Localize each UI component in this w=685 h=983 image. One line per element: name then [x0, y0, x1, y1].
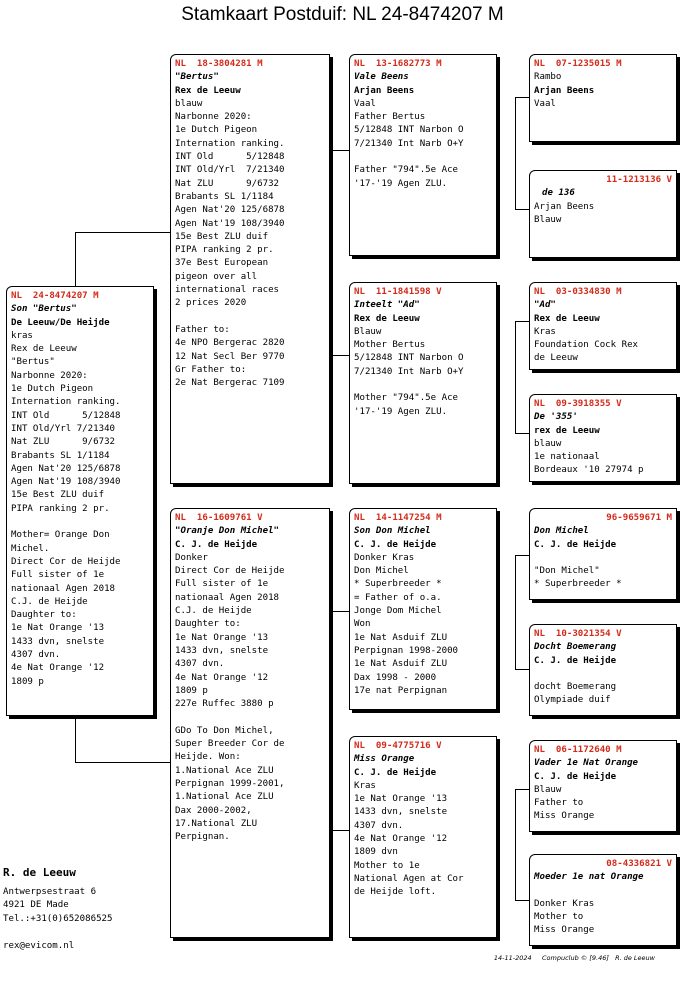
note-line: 37e Best European: [175, 258, 269, 269]
note-line: 17.National ZLU: [175, 818, 258, 829]
connector-line: [515, 97, 516, 209]
ring-number: NL 03-0334830 M: [534, 287, 622, 297]
note-line: Don Michel: [354, 566, 409, 577]
note-line: 4e Nat Orange '12: [11, 663, 105, 674]
pigeon-card-mother[interactable]: [170, 508, 330, 938]
note-line: 12 Nat Secl Ber 9770: [175, 351, 285, 362]
note-line: Rex de Leeuw: [11, 344, 77, 355]
note-line: Perpignan 1999-2001,: [175, 778, 285, 789]
note-line: Vaal: [354, 98, 376, 109]
note-line: 227e Ruffec 3880 p: [175, 699, 274, 710]
note-line: nationaal Agen 2018: [11, 583, 116, 594]
ring-number: NL 18-3804281 M: [175, 59, 263, 69]
connector-line: [515, 789, 529, 790]
note-line: international races: [175, 285, 280, 296]
note-line: 1e Nat Orange '13: [175, 632, 269, 643]
note-line: Mother to 1e: [354, 860, 420, 871]
breeder-name: Arjan Beens: [354, 85, 415, 96]
note-line: 1433 dvn, snelste: [11, 636, 105, 647]
phone-line: Tel.:+31(0)652086525: [3, 913, 113, 924]
note-line: [11, 516, 149, 529]
note-line: "Don Michel": [534, 566, 600, 577]
pigeon-notes: [534, 552, 672, 592]
note-line: Bordeaux '10 27974 p: [534, 465, 644, 476]
note-line: Perpignan.: [175, 832, 230, 843]
note-line: 1e Nat Orange '13: [354, 794, 448, 805]
connector-line: [515, 321, 516, 433]
note-line: Mother "794".5e Ace: [354, 393, 459, 404]
note-line: 1.National Ace ZLU: [175, 792, 274, 803]
note-line: 1e Dutch Pigeon: [175, 125, 258, 136]
note-line: Miss Orange: [534, 925, 595, 936]
note-line: Agen Nat'19 108/3940: [11, 477, 121, 488]
note-line: Internation ranking.: [11, 397, 121, 408]
note-line: Vaal: [534, 98, 556, 109]
note-line: C.J. de Heijde: [11, 596, 88, 607]
note-line: 4e NPO Bergerac 2820: [175, 338, 285, 349]
pigeon-card-mmf[interactable]: [529, 740, 677, 832]
note-line: 4e Nat Orange '12: [354, 834, 448, 845]
note-line: Agen Nat'19 108/3940: [175, 218, 285, 229]
breeder-name: Rex de Leeuw: [175, 85, 241, 96]
note-line: Internation ranking.: [175, 138, 285, 149]
pigeon-card-ffm[interactable]: [529, 170, 677, 258]
note-line: 2e Nat Bergerac 7109: [175, 378, 285, 389]
note-line: 1e nationaal: [534, 452, 600, 463]
note-line: Foundation Cock Rex: [534, 340, 639, 351]
pigeon-notes: [534, 438, 672, 478]
note-line: Blauw: [534, 784, 562, 795]
pigeon-notes: [534, 784, 672, 824]
note-line: C.J. de Heijde: [175, 606, 252, 617]
note-line: 2 prices 2020: [175, 298, 247, 309]
note-line: Brabants SL 1/1184: [175, 191, 274, 202]
note-line: Father Bertus: [354, 112, 426, 123]
page-title: Stamkaart Postduif: NL 24-8474207 M: [181, 4, 504, 25]
note-line: Agen Nat'20 125/6878: [11, 463, 121, 474]
connector-line: [332, 611, 349, 612]
owner-name: R. de Leeuw: [3, 866, 76, 879]
connector-line: [75, 232, 170, 233]
pigeon-card-mff[interactable]: [529, 508, 677, 600]
pigeon-name: "Ad": [534, 300, 556, 311]
connector-line: [515, 555, 529, 556]
breeder-name: C. J. de Heijde: [354, 539, 437, 550]
note-line: "Bertus": [11, 357, 55, 368]
ring-number: NL 06-1172640 M: [534, 745, 622, 755]
note-line: 1e Dutch Pigeon: [11, 384, 94, 395]
note-line: '17-'19 Agen ZLU.: [354, 406, 448, 417]
note-line: pigeon over all: [175, 271, 258, 282]
ring-number: NL 07-1235015 M: [534, 59, 622, 69]
ring-number: NL 09-4775716 V: [354, 741, 442, 751]
ring-number: 08-4336821 V: [606, 859, 672, 869]
ring-number: NL 13-1682773 M: [354, 59, 442, 69]
note-line: docht Boemerang: [534, 682, 617, 693]
pigeon-card-ff[interactable]: [349, 54, 497, 256]
connector-line: [332, 150, 349, 151]
connector-line: [332, 150, 333, 355]
note-line: Donker Kras: [354, 552, 415, 563]
note-line: Donker: [175, 552, 208, 563]
note-line: Direct Cor de Heijde: [175, 566, 285, 577]
pigeon-name: Inteelt "Ad": [354, 300, 420, 311]
breeder-name: C. J. de Heijde: [534, 655, 617, 666]
breeder-name: Rex de Leeuw: [354, 313, 420, 324]
ring-number: NL 16-1609761 V: [175, 513, 263, 523]
pigeon-name: Vader 1e Nat Orange: [534, 758, 639, 769]
connector-line: [515, 669, 529, 670]
note-line: * Superbreeder *: [354, 579, 442, 590]
connector-line: [515, 555, 516, 669]
pigeon-name: Docht Boemerang: [534, 642, 617, 653]
pigeon-notes: [354, 326, 492, 419]
note-line: National Agen at Cor: [354, 873, 464, 884]
pigeon-notes: [11, 330, 149, 689]
pigeon-card-fm[interactable]: [349, 282, 497, 484]
note-line: '17-'19 Agen ZLU.: [354, 178, 448, 189]
connector-line: [332, 355, 349, 356]
note-line: kras: [11, 330, 33, 341]
note-line: [175, 711, 325, 724]
breeder-name: Arjan Beens: [534, 85, 595, 96]
pigeon-card-mfm[interactable]: [529, 624, 677, 716]
connector-line: [332, 830, 349, 831]
pigeon-notes: [534, 668, 672, 708]
pigeon-notes: [354, 98, 492, 191]
note-line: [354, 151, 492, 164]
note-line: Won: [354, 619, 371, 630]
note-line: Direct Cor de Heijde: [11, 556, 121, 567]
pigeon-name: Moeder 1e nat Orange: [534, 872, 644, 883]
connector-line: [515, 209, 529, 210]
note-line: Miss Orange: [534, 811, 595, 822]
note-line: Perpignan 1998-2000: [354, 645, 459, 656]
connector-line: [515, 900, 529, 901]
note-line: 1433 dvn, snelste: [354, 807, 448, 818]
pigeon-name: "Oranje Don Michel": [175, 526, 280, 537]
note-line: 1e Nat Orange '13: [11, 623, 105, 634]
note-line: Father "794".5e Ace: [354, 165, 459, 176]
pigeon-name: Son "Bertus": [11, 304, 77, 315]
ring-number: 96-9659671 M: [606, 513, 672, 523]
breeder-name: rex de Leeuw: [534, 425, 600, 436]
note-line: Brabants SL 1/1184: [11, 450, 110, 461]
breeder-name: De Leeuw/De Heijde: [11, 317, 110, 328]
pigeon-card-fmf[interactable]: [529, 282, 677, 370]
note-line: Kras: [354, 780, 376, 791]
note-line: 7/21340 Int Narb O+Y: [354, 138, 464, 149]
note-line: blauw: [175, 98, 203, 109]
pigeon-name: Vale Beens: [354, 72, 409, 83]
note-line: INT Old/Yrl 7/21340: [11, 423, 116, 434]
pigeon-notes: [175, 552, 325, 845]
breeder-name: C. J. de Heijde: [175, 539, 258, 550]
note-line: = Father of o.a.: [354, 592, 442, 603]
pigeon-notes: [534, 885, 672, 938]
breeder-name: C. J. de Heijde: [354, 767, 437, 778]
note-line: Dax 1998 - 2000: [354, 672, 437, 683]
pigeon-card-mmm[interactable]: [529, 854, 677, 946]
note-line: Narbonne 2020:: [175, 112, 252, 123]
pigeon-notes: [534, 326, 672, 366]
note-line: Dax 2000-2002,: [175, 805, 252, 816]
note-line: [354, 379, 492, 392]
note-line: Nat ZLU 9/6732: [175, 178, 280, 189]
note-line: Blauw: [534, 214, 562, 225]
pigeon-notes: [354, 552, 492, 698]
pigeon-name: Don Michel: [534, 526, 589, 537]
pigeon-card-mm[interactable]: [349, 736, 497, 938]
note-line: Michel.: [11, 543, 50, 554]
note-line: Mother= Orange Don: [11, 530, 110, 541]
note-line: Super Breeder Cor de: [175, 739, 285, 750]
connector-line: [75, 716, 76, 762]
note-line: 1433 dvn, snelste: [175, 645, 269, 656]
connector-line: [515, 97, 529, 98]
note-line: Gr Father to:: [175, 364, 247, 375]
pigeon-name: "Bertus": [175, 72, 219, 83]
note-line: 1.National Ace ZLU: [175, 765, 274, 776]
note-line: INT Old 5/12848: [175, 152, 285, 163]
note-line: GDo To Don Michel,: [175, 725, 274, 736]
note-line: Kras: [534, 326, 556, 337]
address-line: 4921 DE Made: [3, 900, 69, 911]
note-line: 4307 dvn.: [175, 659, 225, 670]
breeder-name: Rex de Leeuw: [534, 313, 600, 324]
note-line: 4307 dvn.: [11, 650, 61, 661]
note-line: PIPA ranking 2 pr.: [175, 245, 274, 256]
note-line: Daughter to:: [175, 619, 241, 630]
note-line: 4e Nat Orange '12: [175, 672, 269, 683]
connector-line: [75, 762, 170, 763]
note-line: Father to: [534, 798, 584, 809]
connector-line: [515, 789, 516, 900]
breeder-name: C. J. de Heijde: [534, 539, 617, 550]
pigeon-card-fff[interactable]: [529, 54, 677, 142]
note-line: Daughter to:: [11, 610, 77, 621]
note-line: 17e nat Perpignan: [354, 685, 448, 696]
note-line: 1809 p: [175, 685, 208, 696]
pigeon-name: de 136: [542, 188, 575, 199]
connector-line: [515, 433, 529, 434]
breeder-name: C. J. de Heijde: [534, 771, 617, 782]
note-line: blauw: [534, 438, 562, 449]
note-line: Narbonne 2020:: [11, 370, 88, 381]
note-line: Full sister of 1e: [175, 579, 269, 590]
ring-number: NL 14-1147254 M: [354, 513, 442, 523]
owner-email[interactable]: rex@evicom.nl: [3, 941, 75, 951]
note-line: de Heijde loft.: [354, 887, 437, 898]
print-stamp: 14-11-2024 Compuclub © [9.46] R. de Leeuw: [493, 954, 655, 962]
note-line: [534, 668, 672, 681]
pigeon-name: Son Don Michel: [354, 526, 431, 537]
note-line: 1809 dvn: [354, 847, 398, 858]
ring-number: NL 24-8474207 M: [11, 291, 99, 301]
note-line: Mother to: [534, 912, 584, 923]
note-line: Jonge Dom Michel: [354, 606, 442, 617]
note-line: PIPA ranking 2 pr.: [11, 503, 110, 514]
note-line: Nat ZLU 9/6732: [11, 437, 116, 448]
note-line: 4307 dvn.: [354, 820, 404, 831]
note-line: 15e Best ZLU duif: [11, 490, 105, 501]
note-line: [534, 552, 672, 565]
connector-line: [75, 232, 76, 287]
pigeon-notes: [175, 98, 325, 391]
pigeon-notes: [354, 780, 492, 900]
note-line: 5/12848 INT Narbon O: [354, 353, 464, 364]
note-line: 1e Nat Asduif ZLU: [354, 659, 448, 670]
pigeon-name: De '355': [534, 412, 578, 423]
owner-address: [3, 886, 113, 926]
note-line: Father to:: [175, 324, 230, 335]
ring-number: 11-1213136 V: [606, 175, 672, 185]
note-line: Olympiade duif: [534, 695, 611, 706]
pigeon-notes: [534, 214, 672, 227]
address-line: Antwerpsestraat 6: [3, 887, 97, 897]
ring-number: NL 11-1841598 V: [354, 287, 442, 297]
note-line: nationaal Agen 2018: [175, 592, 280, 603]
note-line: 15e Best ZLU duif: [175, 231, 269, 242]
note-line: [534, 885, 672, 898]
note-line: 1e Nat Asduif ZLU: [354, 632, 448, 643]
pigeon-name: Miss Orange: [354, 754, 415, 765]
note-line: Mother Bertus: [354, 340, 426, 351]
ring-number: NL 10-3021354 V: [534, 629, 622, 639]
note-line: de Leeuw: [534, 353, 578, 364]
note-line: INT Old 5/12848: [11, 410, 121, 421]
note-line: Full sister of 1e: [11, 570, 105, 581]
pigeon-name: Rambo: [534, 72, 562, 83]
note-line: [175, 311, 325, 324]
note-line: 5/12848 INT Narbon O: [354, 125, 464, 136]
pigeon-notes: [534, 98, 672, 111]
note-line: INT Old/Yrl 7/21340: [175, 165, 285, 176]
note-line: Agen Nat'20 125/6878: [175, 205, 285, 216]
note-line: Donker Kras: [534, 898, 595, 909]
connector-line: [515, 321, 529, 322]
note-line: 7/21340 Int Narb O+Y: [354, 366, 464, 377]
connector-line: [332, 611, 333, 830]
pigeon-card-father[interactable]: [170, 54, 330, 484]
pigeon-card-subject[interactable]: [6, 286, 154, 716]
note-line: Heijde. Won:: [175, 752, 241, 763]
pigeon-card-mf[interactable]: [349, 508, 497, 710]
note-line: * Superbreeder *: [534, 579, 622, 590]
pigeon-card-fmm[interactable]: [529, 394, 677, 482]
note-line: 1809 p: [11, 676, 44, 687]
breeder-name: Arjan Beens: [534, 201, 595, 212]
ring-number: NL 09-3918355 V: [534, 399, 622, 409]
note-line: Blauw: [354, 326, 382, 337]
